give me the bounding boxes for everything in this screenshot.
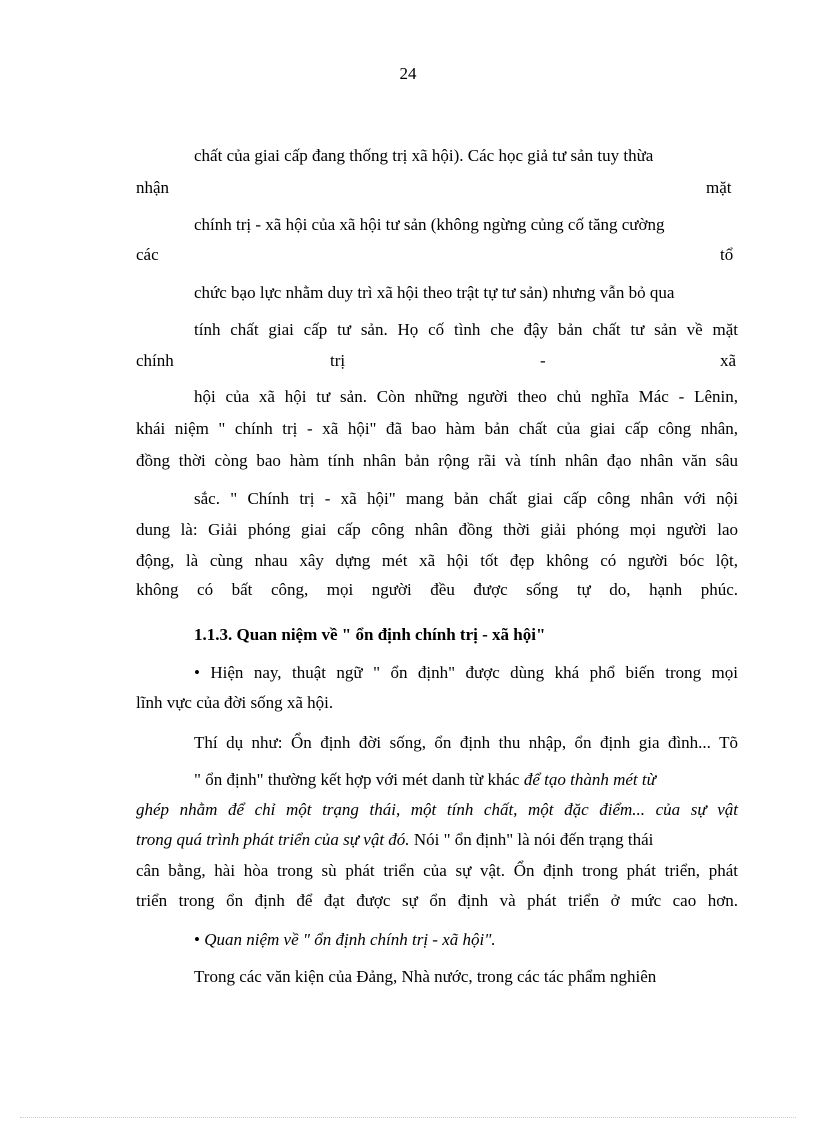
text-line: dung là: Giải phóng giai cấp công nhân đồng thời giải phóng mọi người lao (136, 520, 738, 539)
page-number: 24 (399, 64, 417, 83)
text-line: Trong các văn kiện của Đảng, Nhà nước, trong các tác phẩm nghiên (194, 967, 657, 986)
text-line: Thí dụ như: Ổn định đời sống, ổn định thu nhập, ổn định gia đình... Tõ (194, 733, 738, 752)
section-heading: 1.1.3. Quan niệm về " ổn định chính trị - xã hội" (194, 625, 546, 644)
text-line: trị (330, 351, 346, 370)
italic-line: ghép nhằm để chỉ một trạng thái, một tính chất, một đặc điểm... của sự vật (136, 800, 738, 819)
text-span: " ổn định" thường kết hợp với mét danh từ khác (194, 770, 524, 789)
text-line: nhận (136, 178, 170, 197)
italic-span: Quan niệm về " ổn định chính trị - xã hội". (204, 930, 496, 949)
text-line (194, 770, 738, 790)
text-line: chính trị - xã hội của xã hội tư sản (không ngừng củng cố tăng cường (194, 215, 665, 234)
text-line: hội của xã hội tư sản. Còn những người theo chủ nghĩa Mác - Lênin, (194, 387, 738, 406)
text-line: động, là cùng nhau xây dựng mét xã hội tốt đẹp không có người bóc lột, (136, 551, 738, 570)
text-line: tổ (720, 245, 734, 264)
text-line: lĩnh vực của đời sống xã hội. (136, 693, 334, 712)
text-span: Nói " ổn định" là nói đến trạng thái (409, 830, 654, 849)
bullet-item (194, 930, 496, 950)
page-bottom-divider (20, 1117, 796, 1118)
text-line: tính chất giai cấp tư sản. Họ cố tình che đậy bản chất tư sản về mặt (194, 320, 738, 339)
text-line: các (136, 245, 159, 264)
text-line (136, 830, 738, 850)
text-line: chức bạo lực nhằm duy trì xã hội theo trật tự tư sản) nhưng vẫn bỏ qua (194, 283, 675, 302)
text-line: xã (720, 351, 737, 370)
italic-span: trong quá trình phát triển của sự vật đó. (136, 830, 410, 849)
text-line: mặt (706, 178, 732, 197)
italic-span: để tạo thành mét từ (523, 770, 656, 789)
text-line: đồng thời còng bao hàm tính nhân bản rộng rãi và tính nhân đạo nhân văn sâu (136, 451, 738, 470)
bullet-mark: • (194, 930, 205, 949)
text-line: chính (136, 351, 174, 370)
text-line: triển trong ổn định để đạt được sự ổn định và phát triển ở mức cao hơn. (136, 891, 738, 910)
text-line: khái niệm " chính trị - xã hội" đã bao hàm bản chất của giai cấp công nhân, (136, 419, 738, 438)
text-line: không có bất công, mọi người đều được sống tự do, hạnh phúc. (136, 580, 738, 599)
text-line: sắc. " Chính trị - xã hội" mang bản chất giai cấp công nhân với nội (194, 489, 738, 508)
bullet-item: • Hiện nay, thuật ngữ " ổn định" được dùng khá phổ biến trong mọi (194, 663, 738, 682)
text-line: cân bằng, hài hòa trong sù phát triển của sự vật. Ổn định trong phát triển, phát (136, 861, 738, 880)
text-line: - (540, 351, 546, 370)
text-line: chất của giai cấp đang thống trị xã hội). Các học giả tư sản tuy thừa (194, 146, 654, 165)
